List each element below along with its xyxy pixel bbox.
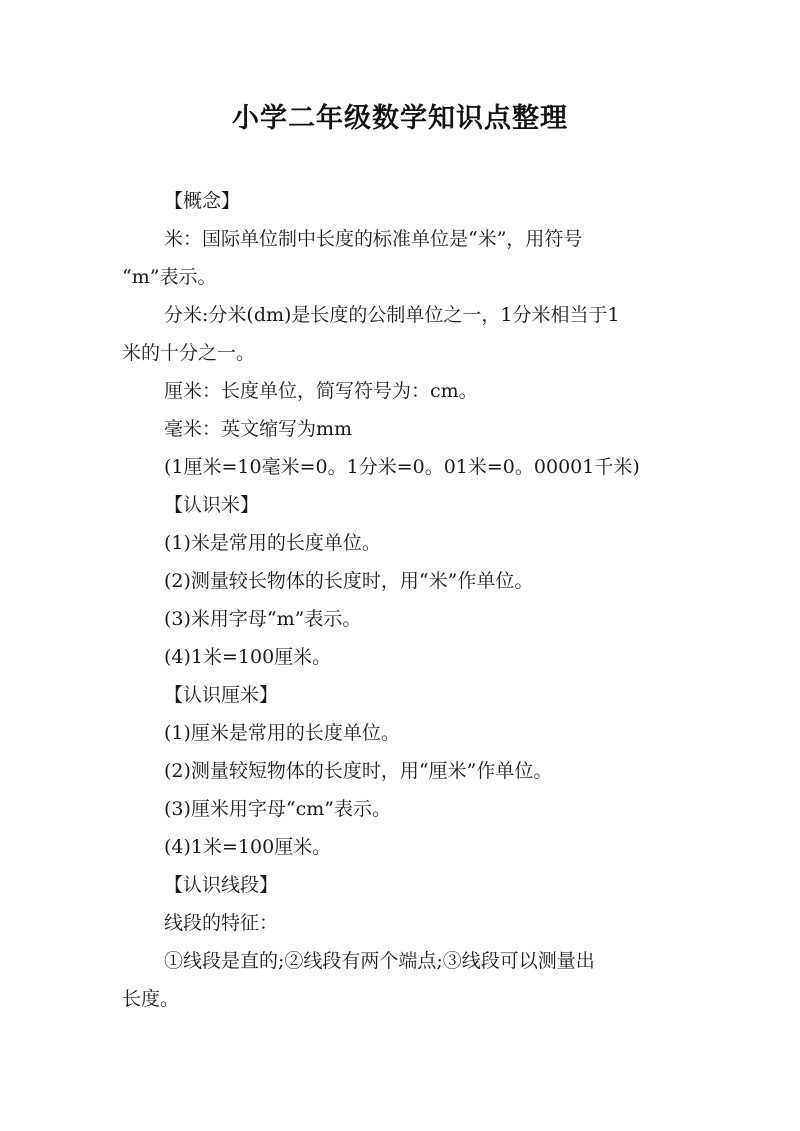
text-line: 【认识厘米】 bbox=[164, 684, 279, 706]
text-line: 【认识米】 bbox=[164, 494, 260, 516]
text-line: (1厘米=10毫米=0。1分米=0。01米=0。00001千米) bbox=[164, 456, 640, 478]
text-line: (1)厘米是常用的长度单位。 bbox=[164, 722, 400, 744]
text-line: 米：国际单位制中长度的标准单位是“米”，用符号 bbox=[164, 228, 583, 250]
text-line: (2)测量较长物体的长度时，用“米”作单位。 bbox=[164, 570, 534, 592]
text-line: (1)米是常用的长度单位。 bbox=[164, 532, 381, 554]
document-body bbox=[122, 182, 682, 1018]
text-line: (3)米用字母“m”表示。 bbox=[164, 608, 362, 630]
document-title: 小学二年级数学知识点整理 bbox=[232, 103, 568, 134]
text-line: 【概念】 bbox=[164, 190, 241, 212]
text-line: ①线段是直的;②线段有两个端点;③线段可以测量出 bbox=[164, 950, 595, 972]
text-line: 长度。 bbox=[122, 988, 180, 1010]
text-line: 【认识线段】 bbox=[164, 874, 279, 896]
text-line: 分米:分米(dm)是长度的公制单位之一，1分米相当于1 bbox=[164, 304, 620, 326]
text-line: 米的十分之一。 bbox=[122, 342, 256, 364]
text-line: (4)1米=100厘米。 bbox=[164, 836, 332, 858]
text-line: 厘米：长度单位，简写符号为：cm。 bbox=[164, 380, 478, 402]
text-line: 毫米：英文缩写为mm bbox=[164, 418, 353, 440]
text-line: (3)厘米用字母“cm”表示。 bbox=[164, 798, 391, 820]
text-line: (4)1米=100厘米。 bbox=[164, 646, 332, 668]
text-line: “m”表示。 bbox=[122, 266, 217, 288]
text-line: (2)测量较短物体的长度时，用“厘米”作单位。 bbox=[164, 760, 553, 782]
text-line: 线段的特征： bbox=[164, 912, 279, 934]
